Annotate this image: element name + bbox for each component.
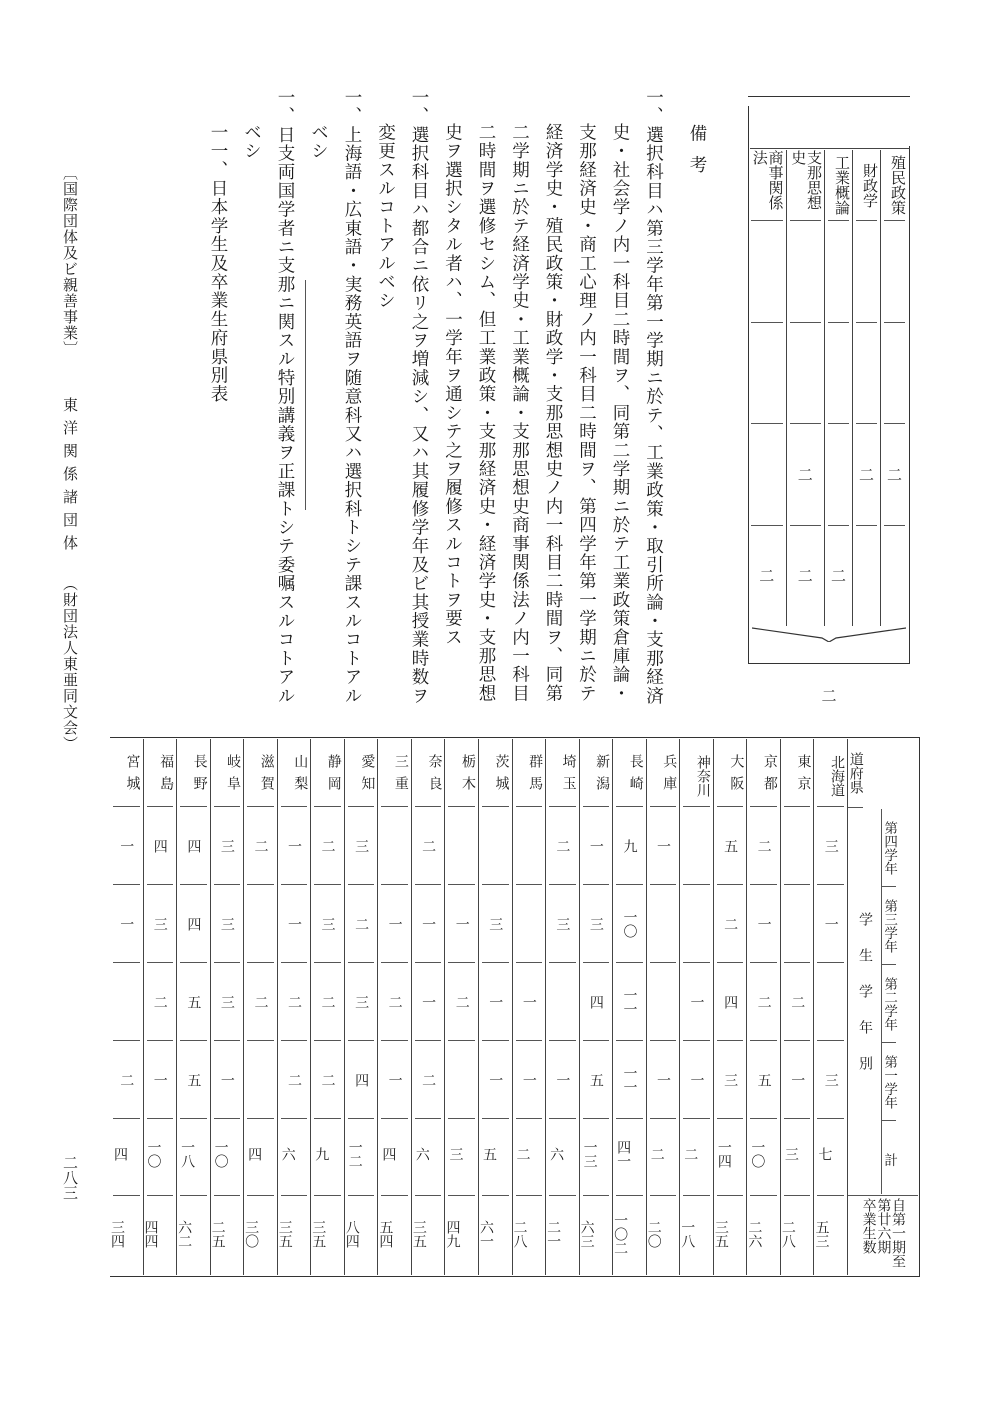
student-count-cell: 一 [683,1041,710,1119]
section-divider [305,280,306,510]
remark-marker: 一、 [275,88,295,126]
prefecture-column [444,739,478,1275]
subject-name: 支那思想史 [790,150,822,221]
student-count-cell: 三 [214,807,241,885]
graduates-count-cell: 二八 [779,1219,796,1248]
prefecture-column [310,739,344,1275]
remark-item [234,88,301,708]
prefecture-name: 京都 [750,739,777,807]
student-count-cell: 四 [717,963,744,1041]
student-count-cell: 五 [583,1041,610,1119]
prefecture-column [679,739,713,1275]
student-count-cell [549,963,576,1041]
remark-item [368,88,435,708]
graduates-count-cell: 四四 [142,1219,159,1248]
prefecture-column [780,739,814,1275]
prefecture-column [579,739,613,1275]
student-total-cell: 五 [482,1119,509,1196]
student-count-cell: 五 [717,807,744,885]
subject-column [852,150,880,626]
student-total-cell: 九 [314,1119,341,1196]
prefecture-name: 長野 [180,739,207,807]
student-total-cell: 六 [281,1119,308,1196]
graduates-header-part: 卒業生数 [860,1198,877,1254]
student-total-cell: 一〇 [750,1119,777,1196]
student-count-cell: 一一 [616,1041,643,1119]
subject-hours-cell: 二 [884,424,905,526]
prefecture-column [110,739,143,1275]
student-count-cell: 一 [650,1041,677,1119]
subject-hours-cell [790,323,822,425]
subject-grouped-total-cell [748,636,910,703]
graduates-count-cell: 六二 [176,1219,193,1248]
student-count-cell: 四 [180,885,207,963]
prefecture-name: 埼玉 [549,739,576,807]
prefecture-name: 長崎 [616,739,643,807]
prefecture-name: 静岡 [314,739,341,807]
prefecture-name: 新潟 [583,739,610,807]
table-rule [110,737,920,738]
student-count-cell: 二 [381,963,408,1041]
subject-columns [750,150,908,626]
subject-hours-cell [828,323,849,425]
prefecture-name: 兵庫 [650,739,677,807]
student-count-cell: 二 [113,1041,140,1119]
student-count-cell [784,885,811,963]
student-total-cell: 四一 [616,1119,643,1196]
year-headers [881,809,918,1194]
section-title-text: 日本学生及卒業生府県別表 [208,179,228,404]
student-count-cell: 一 [113,885,140,963]
subject-hours-cell [828,424,849,526]
student-total-cell: 二 [683,1119,710,1196]
student-total-cell: 二 [516,1119,543,1196]
student-count-cell: 三 [147,885,174,963]
graduates-count-cell: 三四 [108,1219,125,1248]
student-count-cell: 三 [583,885,610,963]
student-count-cell [683,885,710,963]
prefecture-column [545,739,579,1275]
graduates-count-cell: 三五 [310,1219,327,1248]
graduates-header-part: 第廿六期 [875,1198,892,1254]
student-count-cell: 二 [348,885,375,963]
student-total-cell: 一〇 [147,1119,174,1196]
table-rule [110,1276,920,1277]
student-total-cell: 六 [549,1119,576,1196]
student-total-cell: 一四 [717,1119,744,1196]
subject-hours-cell [884,221,905,323]
prefecture-name: 栃木 [448,739,475,807]
prefecture-name: 三重 [381,739,408,807]
student-count-cell: 一 [381,1041,408,1119]
graduates-count-cell: 八四 [343,1219,360,1248]
prefecture-column [612,739,646,1275]
student-count-cell: 一 [415,885,442,963]
subject-hours-cell [790,221,822,323]
student-total-cell: 三 [448,1119,475,1196]
page-number: 二八三 [61,1155,79,1200]
student-count-cell: 二 [717,885,744,963]
student-total-cell: 七 [817,1119,844,1196]
graduates-count-cell: 二一 [545,1219,562,1248]
prefecture-column [210,739,244,1275]
subject-name: 商事関係法 [751,150,783,221]
table-rule [919,737,920,1277]
graduates-count-cell: 六三 [578,1219,595,1248]
prefecture-column [646,739,680,1275]
student-count-cell: 三 [482,885,509,963]
student-count-cell [650,885,677,963]
remark-marker: 一、 [409,88,429,126]
student-count-cell: 一 [482,963,509,1041]
student-count-cell [784,807,811,885]
graduates-count-cell: 一八 [679,1219,696,1248]
remark-text: 日支両国学者ニ支那ニ関スル特別講義ヲ正課トシテ委嘱スルコトアルベシ [241,123,295,706]
student-count-cell: 一 [147,1041,174,1119]
student-total-cell: 四 [113,1119,140,1196]
graduates-count-cell: 三五 [276,1219,293,1248]
subject-hours-cell [751,221,783,323]
student-total-cell: 一八 [180,1119,207,1196]
running-head-subtitle: （財団法人東亜同文会） [61,576,79,752]
graduates-header [848,1195,918,1275]
student-count-cell: 二 [281,963,308,1041]
student-count-cell: 一 [516,1041,543,1119]
student-count-cell: 四 [147,807,174,885]
student-count-cell: 二 [784,963,811,1041]
remarks-heading: 備考 [687,124,707,187]
subject-column [824,150,852,626]
student-count-cell: 四 [348,1041,375,1119]
student-count-cell: 二 [750,963,777,1041]
graduates-count-cell: 三〇 [243,1219,260,1248]
student-count-cell: 一 [516,963,543,1041]
student-count-cell: 三 [214,963,241,1041]
student-count-cell: 二 [750,807,777,885]
student-count-cell: 一 [214,1041,241,1119]
prefecture-column [746,739,780,1275]
year-header: 第三学年 [882,887,896,965]
student-count-cell: 三 [214,885,241,963]
group-header: 学生学年別 [857,911,873,1092]
prefecture-name: 北海道 [817,739,844,807]
table-rule [909,146,910,664]
prefecture-name: 神奈川 [683,739,710,807]
remark-marker: 一、 [342,88,362,126]
table-rule [748,663,910,664]
section-title [201,88,235,708]
student-count-cell: 一 [817,885,844,963]
student-count-cell: 四 [583,963,610,1041]
student-count-cell: 二 [281,1041,308,1119]
prefecture-name: 山梨 [281,739,308,807]
student-count-cell: 一 [784,1041,811,1119]
student-total-cell: 一〇 [214,1119,241,1196]
student-count-cell [448,1041,475,1119]
student-count-cell [113,963,140,1041]
prefecture-column [813,739,847,1275]
graduates-count-cell: 一〇二 [612,1212,629,1255]
student-count-cell [650,963,677,1041]
subject-hours-cell [751,424,783,526]
subject-hours-cell [856,221,877,323]
student-count-cell: 一 [381,885,408,963]
subject-hours-cell [828,221,849,323]
prefecture-name: 滋賀 [247,739,274,807]
prefecture-column [713,739,747,1275]
student-count-cell: 三 [717,1041,744,1119]
year-header: 第四学年 [882,809,896,887]
student-total-cell: 三 [784,1119,811,1196]
subject-hours-cell [856,526,877,627]
remark-marker: 一、 [643,88,664,126]
student-total-cell: 四 [247,1119,274,1196]
subject-hours-cell: 二 [829,568,847,584]
student-count-cell: 三 [348,807,375,885]
corner-header: 道府県 [848,739,863,808]
student-count-cell: 二 [147,963,174,1041]
student-count-cell [482,807,509,885]
student-count-cell [247,885,274,963]
prefecture-grid [110,739,918,1275]
student-count-cell: 五 [180,963,207,1041]
student-total-cell: 六 [415,1119,442,1196]
subject-hours-cell: 二 [856,424,877,526]
graduates-count-cell: 三五 [410,1219,427,1248]
prefecture-name: 岐阜 [214,739,241,807]
subject-column [786,150,825,626]
prefecture-column [344,739,378,1275]
subject-name: 工業概論 [828,150,849,221]
prefecture-name: 群馬 [516,739,543,807]
student-count-cell [381,807,408,885]
prefecture-name: 宮城 [113,739,140,807]
prefecture-column [176,739,210,1275]
table-rule [748,96,910,97]
graduates-count-cell: 三五 [712,1219,729,1248]
prefecture-column [377,739,411,1275]
student-count-cell: 二 [448,963,475,1041]
subject-hours-cell [751,323,783,425]
student-count-cell: 二 [247,963,274,1041]
student-total-cell: 一二 [348,1119,375,1196]
student-count-cell: 一 [482,1041,509,1119]
running-head-category: 〔国際団体及ビ親善事業〕 [61,165,79,357]
student-count-cell: 三 [817,1041,844,1119]
student-count-cell: 一 [750,885,777,963]
subject-hours-cell: 二 [757,568,776,584]
prefecture-name: 奈良 [415,739,442,807]
remark-item [435,88,670,708]
prefecture-name: 愛知 [348,739,375,807]
subject-name: 殖民政策 [884,150,905,221]
subject-column [880,150,908,626]
student-count-cell: 二 [415,807,442,885]
student-count-cell: 五 [750,1041,777,1119]
student-count-cell [683,807,710,885]
student-count-cell: 三 [348,963,375,1041]
student-count-cell: 一 [281,885,308,963]
student-total-cell: 二 [650,1119,677,1196]
student-count-cell [516,807,543,885]
remarks-list [201,88,670,708]
subject-hours-cell [856,323,877,425]
student-count-cell: 一 [650,807,677,885]
remark-item [301,88,368,708]
remark-text: 上海語・広東語・実務英語ヲ随意科又ハ選択科トシテ課スルコトアルベシ [308,123,362,706]
student-total-cell: 一三 [583,1119,610,1196]
prefecture-name: 茨城 [482,739,509,807]
section-number: 一一、 [208,123,228,180]
graduates-header-part: 自第一期至 [890,1198,907,1268]
student-count-cell: 一 [415,963,442,1041]
running-head-title: 東洋関係諸団体 [61,397,79,558]
prefecture-table [110,737,920,1277]
graduates-count-cell: 四九 [444,1219,461,1248]
running-head [60,165,81,752]
row-header-column [847,739,918,1275]
table-rule [750,148,910,149]
student-count-cell [817,963,844,1041]
student-count-cell: 一 [683,963,710,1041]
subject-hours-cell [884,526,905,627]
student-count-cell: 一 [448,885,475,963]
year-header: 計 [881,1152,898,1167]
student-count-cell: 二 [549,807,576,885]
graduates-count-cell: 二〇 [645,1219,662,1248]
year-header: 第二学年 [882,965,896,1043]
student-count-cell: 二 [314,807,341,885]
student-count-cell: 九 [616,807,643,885]
prefecture-column [143,739,177,1275]
student-count-cell: 三 [314,885,341,963]
student-count-cell [516,885,543,963]
student-count-cell: 一一 [616,963,643,1041]
student-count-cell: 一〇 [616,885,643,963]
graduates-count-cell: 五四 [377,1219,394,1248]
remark-text: 選択科目ハ第三学年第一学期ニ於テ、工業政策・取引所論・支那経済史・社会学ノ内一科目二時間ヲ、同第二学期ニ於テ工業政策倉庫論・支那経済史・商工心理ノ内一科目二時間ヲ、第四学年第一学期ニ於テ経済学史・殖民政策・財政学・支那思想史ノ内一科目二時間ヲ、同第二学期ニ於テ経済学史・工業概論・支那思想史商事関係法ノ内一科目二時間ヲ選修セシム、但工業政策・支那経済史・経済学史・支那思想史ヲ選択シタル者ハ、一学年ヲ通シテ之ヲ履修スルコトヲ要ス [442,123,664,706]
prefecture-column [277,739,311,1275]
subject-hours-cell: 二 [790,424,822,526]
student-count-cell: 一 [281,807,308,885]
student-total-cell: 四 [381,1119,408,1196]
student-count-cell: 三 [817,807,844,885]
student-count-cell: 五 [180,1041,207,1119]
prefecture-name: 東京 [784,739,811,807]
subject-hours-cell [884,323,905,425]
subject-hours-table [748,96,910,703]
student-count-cell: 一 [549,1041,576,1119]
graduates-count-cell: 五三 [813,1219,830,1248]
student-count-cell: 二 [314,1041,341,1119]
subject-name: 財政学 [856,150,877,221]
subject-column [748,150,786,626]
student-count-cell: 四 [180,807,207,885]
student-count-cell: 一 [113,807,140,885]
student-count-cell: 一 [583,807,610,885]
student-count-cell [448,807,475,885]
student-count-cell: 三 [549,885,576,963]
prefecture-name: 福島 [147,739,174,807]
subject-hours-cell: 二 [795,568,814,584]
remarks-section [201,88,714,708]
graduates-count-cell: 六一 [477,1219,494,1248]
remark-text: 選択科目ハ都合ニ依リ之ヲ増減シ、又ハ其履修学年及ビ其授業時数ヲ変更スルコトアルベシ [375,123,429,706]
graduates-count-cell: 二五 [209,1219,226,1248]
student-count-cell: 二 [247,807,274,885]
subject-grouped-total: 二 [819,687,838,703]
student-count-cell: 二 [415,1041,442,1119]
prefecture-column [512,739,546,1275]
year-header: 第一学年 [882,1043,896,1121]
prefecture-column [478,739,512,1275]
prefecture-name: 大阪 [717,739,744,807]
graduates-count-cell: 二八 [511,1219,528,1248]
prefecture-column [411,739,445,1275]
graduates-count-cell: 二六 [746,1219,763,1248]
student-count-cell: 二 [314,963,341,1041]
student-count-cell [247,1041,274,1119]
prefecture-column [243,739,277,1275]
